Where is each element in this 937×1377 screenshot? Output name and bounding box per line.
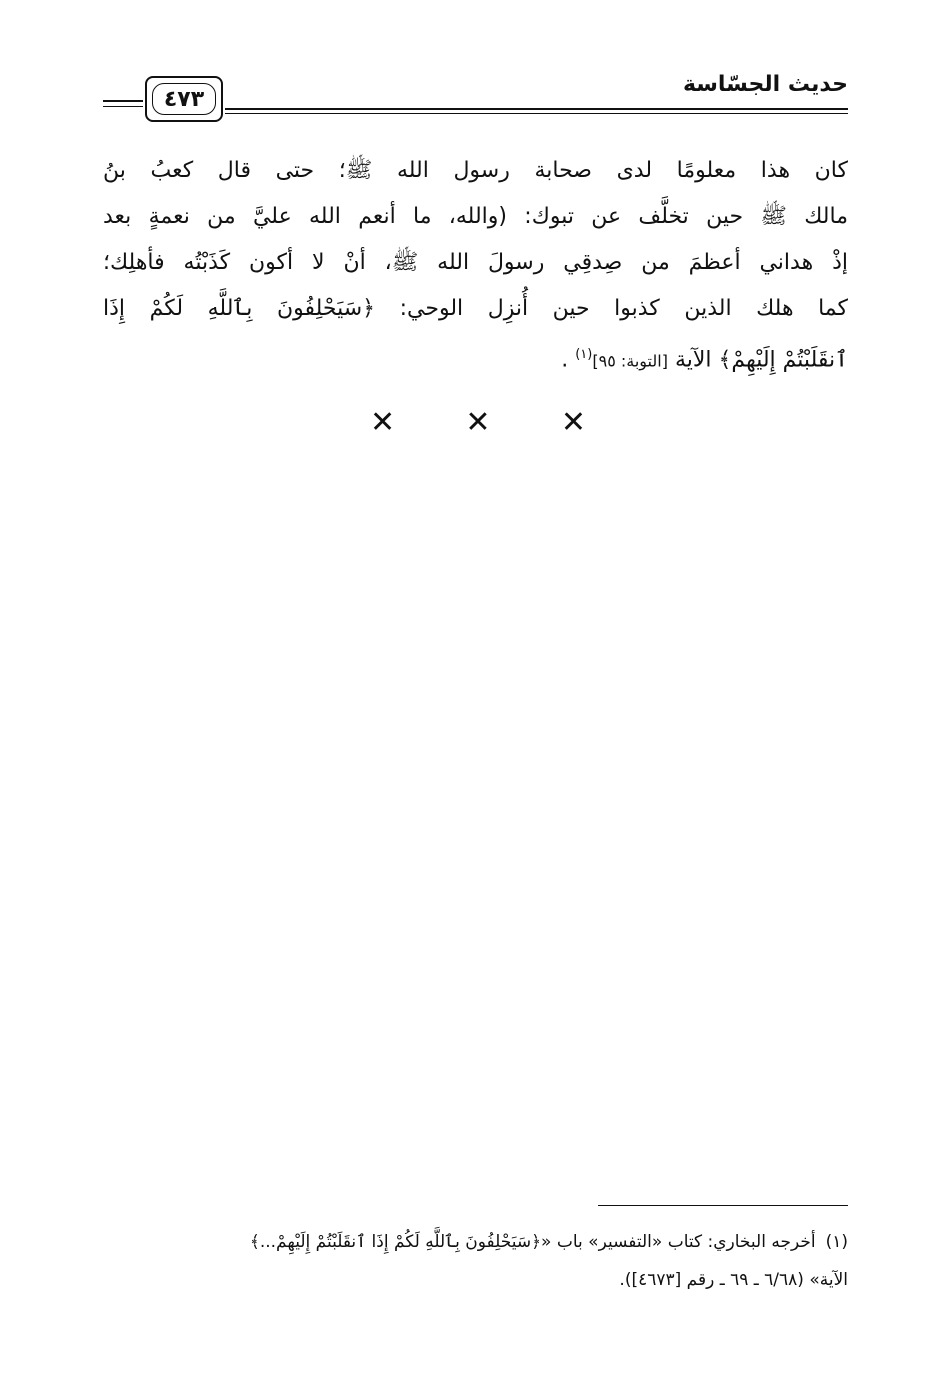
quran-quote: ٱنقَلَبْتُمْ إِلَيْهِمْ﴾ [718, 347, 848, 373]
footnotes [103, 1223, 848, 1299]
text-line: إذْ هداني أعظمَ من صِدقِي رسولَ الله ﷺ، أنْ لا أكون كَذَبْتُه فأهلِك؛ [103, 250, 848, 275]
verse-label: الآية [674, 347, 712, 373]
text-line: كما هلك الذين كذبوا حين أُنزِل الوحي: ﴿سَيَحْلِفُونَ بِٱللَّهِ لَكُمْ إِذَا [103, 296, 848, 321]
ornament-icon: ✕ [370, 404, 390, 440]
header-rule [225, 108, 848, 110]
text-line: كان هذا معلومًا لدى صحابة رسول الله ﷺ؛ حتى قال كعبُ بنُ [103, 158, 848, 183]
footnote [103, 1223, 848, 1261]
page-number: ٤٧٣ [152, 83, 216, 115]
footnote-continuation [103, 1261, 848, 1299]
section-separator [370, 402, 580, 442]
text-line [103, 332, 848, 378]
header-rule [225, 113, 848, 114]
header-rule [103, 106, 143, 107]
footnote-rule [598, 1205, 848, 1206]
footnote-text: أخرجه البخاري: كتاب «التفسير» باب «﴿سَيَحْلِفُونَ بِٱللَّهِ لَكُمْ إِذَا ٱنقَلَبْتُمْ إِلَيْهِمْ...﴾ [249, 1232, 816, 1252]
footnote-text: الآية» (٦/٦٨ ـ ٦٩ ـ رقم [٤٦٧٣]). [619, 1270, 848, 1290]
footnote-number: (١) [825, 1232, 848, 1252]
verse-reference: [التوبة: ٩٥] [592, 351, 668, 371]
body-paragraph [103, 148, 848, 378]
header-rule [103, 100, 143, 102]
running-title: حديث الجسّاسة [682, 72, 848, 97]
ornament-icon: ✕ [465, 404, 485, 440]
ornament-icon: ✕ [560, 404, 580, 440]
end-punctuation: . [561, 347, 569, 373]
footnote-marker[interactable]: (١) [575, 347, 593, 362]
page-number-frame [145, 76, 223, 122]
text-line: مالك ﷺ حين تخلَّف عن تبوك: (والله، ما أنعم الله عليَّ من نعمةٍ بعد [103, 204, 848, 229]
page-header [103, 70, 848, 128]
